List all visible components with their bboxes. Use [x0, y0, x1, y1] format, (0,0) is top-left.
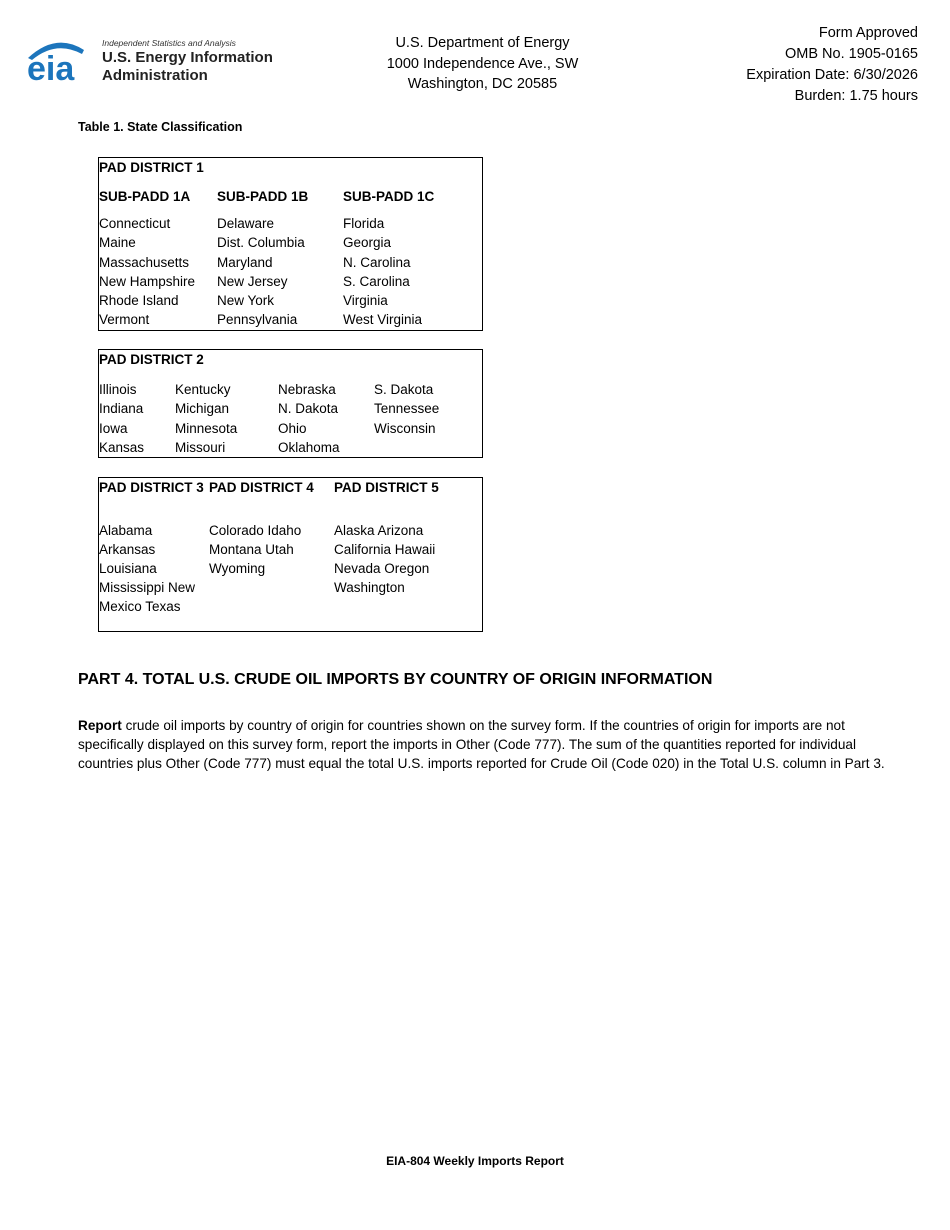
state-name: Oklahoma: [278, 439, 340, 455]
omb-approval-block: [746, 23, 918, 107]
state-name: S. Carolina: [343, 273, 410, 289]
state-name: Delaware: [217, 216, 275, 231]
part-4-instructions: [78, 716, 888, 773]
state-line: Alaska Arizona: [334, 523, 424, 538]
state-name: Florida: [343, 216, 385, 231]
state-name: N. Dakota: [278, 401, 339, 417]
logo-name-line1: U.S. Energy Information: [102, 49, 273, 66]
instructions-lead-word: Report: [78, 718, 122, 733]
omb-number: OMB No. 1905-0165: [785, 46, 918, 62]
state-line: Arkansas: [99, 542, 156, 557]
state-name: N. Carolina: [343, 254, 411, 270]
instructions-body: crude oil imports by country of origin for countries shown on the survey form. If the countries of origin for imports are not specifically displayed on this survey form, report the imports in Other (Code 777). The sum of the quantities reported for individual countries plus Other (Code 777) must equal the total U.S. imports reported for Crude Oil (Code 020) in the Total U.S. column in Part 3.: [78, 718, 885, 771]
state-name: New Hampshire: [99, 273, 196, 289]
state-name: Maryland: [217, 254, 273, 270]
page-footer: EIA-804 Weekly Imports Report: [386, 1154, 564, 1168]
state-name: New York: [217, 293, 275, 309]
state-name: Virginia: [343, 293, 388, 309]
agency-address: [355, 33, 610, 95]
state-name: Pennsylvania: [217, 312, 298, 328]
state-line: Colorado Idaho: [209, 523, 302, 538]
agency-line2: 1000 Independence Ave., SW: [386, 55, 579, 72]
sub-padd-1b-heading: SUB-PADD 1B: [217, 189, 309, 204]
omb-expiration: Expiration Date: 6/30/2026: [746, 67, 918, 83]
state-name: Missouri: [175, 439, 226, 455]
state-line: Mexico Texas: [99, 599, 181, 614]
sub-padd-1a-heading: SUB-PADD 1A: [99, 189, 191, 204]
sub-padd-1a-states: [99, 214, 195, 330]
part-4-heading: PART 4. TOTAL U.S. CRUDE OIL IMPORTS BY COUNTRY OF ORIGIN INFORMATION: [78, 671, 713, 688]
pad-district-2-heading: PAD DISTRICT 2: [99, 352, 204, 367]
state-line: Washington: [334, 580, 405, 595]
logo-name-line2: Administration: [102, 67, 208, 84]
pad-district-1-heading: PAD DISTRICT 1: [99, 160, 204, 175]
state-line: Montana Utah: [209, 542, 294, 557]
pad-district-5-heading: PAD DISTRICT 5: [334, 480, 439, 495]
pad-district-4-heading: PAD DISTRICT 4: [209, 480, 314, 495]
pad-district-2-column-3: [278, 380, 340, 457]
state-line: Nevada Oregon: [334, 561, 430, 576]
state-name: Indiana: [99, 401, 144, 417]
state-name: Vermont: [99, 312, 150, 328]
eia-logo: [26, 36, 288, 88]
sub-padd-1b-states: [217, 214, 305, 330]
state-name: Tennessee: [374, 401, 440, 417]
state-line: Wyoming: [209, 561, 266, 576]
state-line: Alabama: [99, 523, 153, 538]
eia-logo-mark: [26, 36, 102, 88]
state-line: California Hawaii: [334, 542, 436, 557]
sub-padd-1c-heading: SUB-PADD 1C: [343, 189, 435, 204]
state-name: Ohio: [278, 420, 307, 436]
state-name: New Jersey: [217, 273, 288, 289]
state-name: Wisconsin: [374, 420, 436, 436]
pad-district-2-column-4: [374, 380, 439, 438]
state-name: Kansas: [99, 439, 145, 455]
logo-tagline: Independent Statistics and Analysis: [102, 38, 236, 48]
omb-burden: Burden: 1.75 hours: [794, 88, 918, 104]
logo-mark-text: eia: [27, 50, 75, 88]
pad-district-4-states: [209, 521, 301, 578]
state-name: Illinois: [99, 382, 137, 397]
agency-line3: Washington, DC 20585: [407, 76, 558, 92]
state-name: Connecticut: [99, 216, 171, 231]
table-title: Table 1. State Classification: [78, 120, 243, 134]
pad-district-2-box: [98, 349, 483, 458]
state-line: Mississippi New: [99, 580, 196, 595]
state-name: Dist. Columbia: [217, 235, 305, 251]
state-name: Iowa: [99, 420, 128, 436]
sub-padd-1c-states: [343, 214, 422, 330]
state-name: Kentucky: [175, 382, 231, 397]
state-name: Georgia: [343, 235, 392, 251]
omb-form-approved: Form Approved: [818, 25, 918, 41]
state-name: Michigan: [175, 401, 230, 417]
state-name: Minnesota: [175, 420, 238, 436]
agency-line1: U.S. Department of Energy: [395, 35, 570, 51]
pad-district-1-box: [98, 157, 483, 331]
pad-district-5-states: [334, 521, 435, 597]
state-line: Louisiana: [99, 561, 157, 576]
pad-district-2-column-2: [175, 380, 237, 457]
state-name: Rhode Island: [99, 293, 179, 309]
pad-district-3-states: [99, 521, 195, 616]
pad-district-2-column-1: [99, 380, 144, 457]
state-name: S. Dakota: [374, 382, 434, 397]
pad-districts-3-4-5-box: [98, 477, 483, 632]
state-name: Massachusetts: [99, 254, 190, 270]
logo-agency-name: [102, 49, 273, 85]
state-name: West Virginia: [343, 312, 423, 328]
state-name: Nebraska: [278, 382, 336, 397]
pad-district-3-heading: PAD DISTRICT 3: [99, 480, 204, 495]
state-name: Maine: [99, 235, 136, 251]
